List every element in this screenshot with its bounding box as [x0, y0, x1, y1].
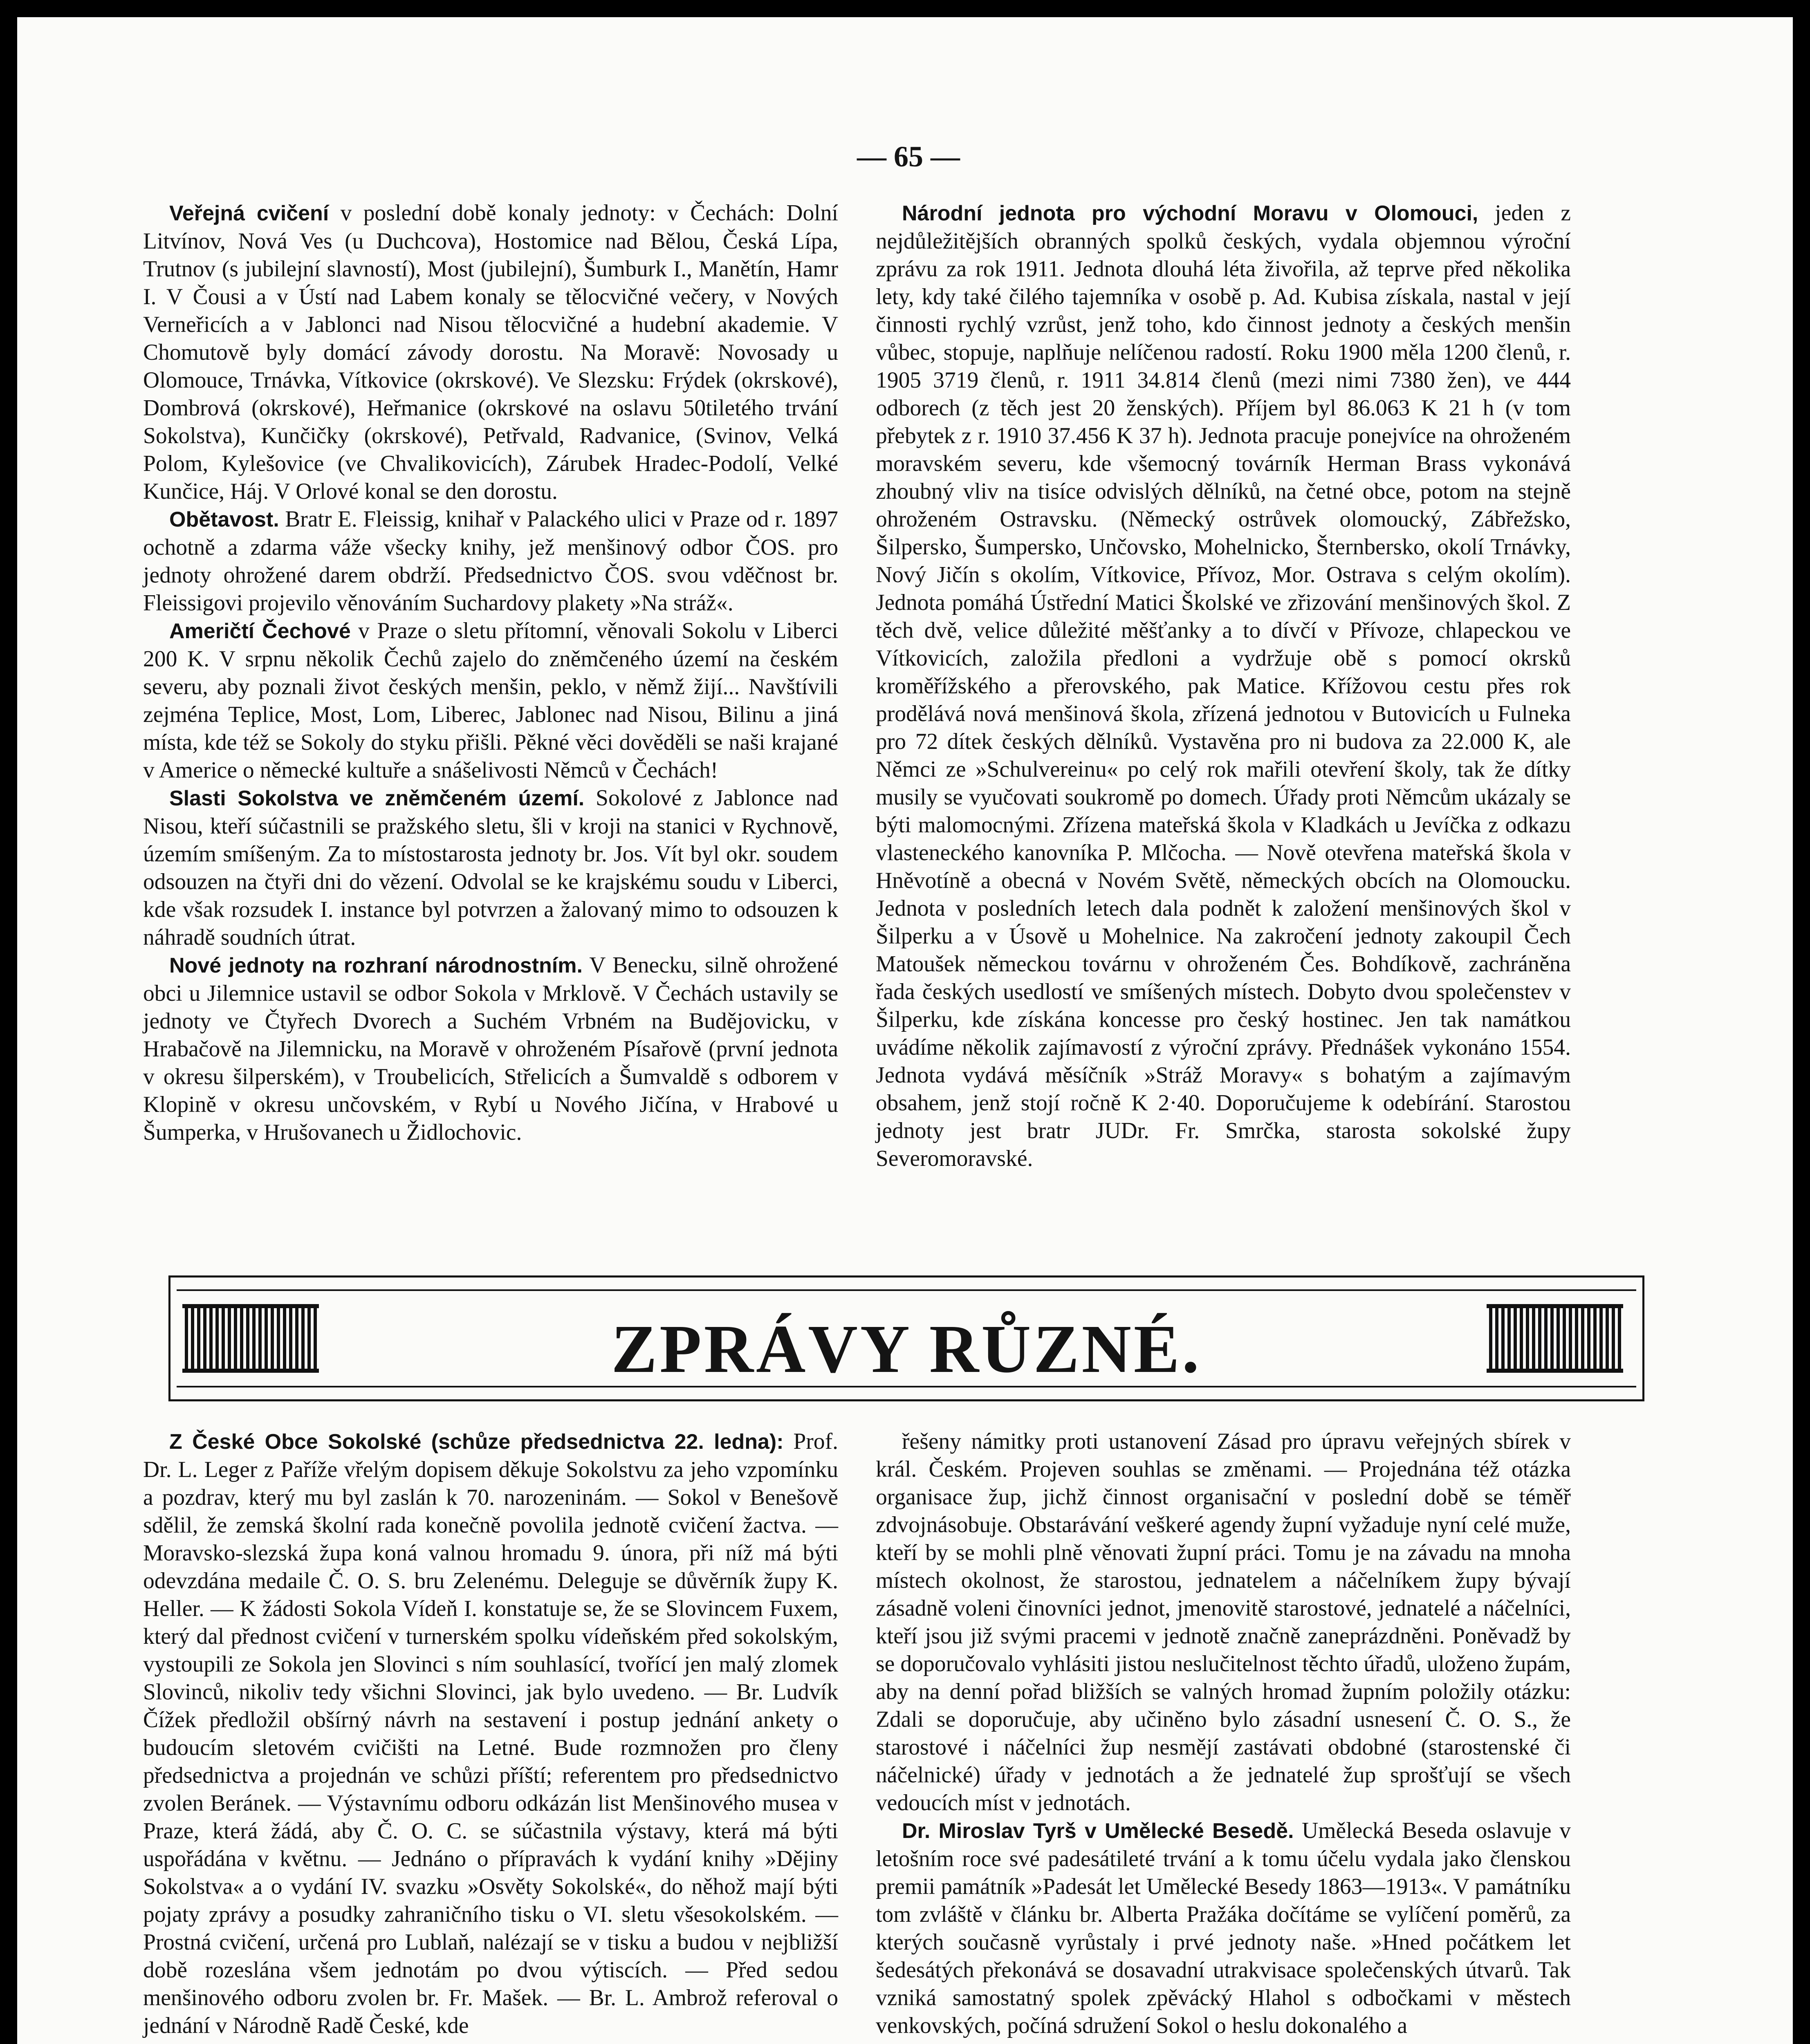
- article-heading: Dr. Miroslav Tyrš v Umělecké Besedě.: [902, 1819, 1294, 1843]
- article-paragraph: [143, 505, 838, 617]
- section-banner: [168, 1275, 1644, 1401]
- article-paragraph: [876, 1428, 1571, 1817]
- article-text: v poslední době konaly jednoty: v Čechách: Dolní Litvínov, Nová Ves (u Duchcova), Hostomice nad Bělou, Česká Lípa, Trutnov (s jubilejní slavností), Most (jubilejní), Šumburk I., Manětín, Hamr I. V Čousi a v Ústí nad Labem konaly se tělocvičné večery, v Nových Verneřicích a v Jablonci nad Nisou tělocvičné a hudební akademie. V Chomutově byly domácí závody dorostu. Na Moravě: Novosady u Olomouce, Trnávka, Vítkovice (okrskové). Ve Slezsku: Frýdek (okrskové), Dombrová (okrskové), Heřmanice (okrskové na oslavu 50tiletého trvání Sokolstva), Kunčičky (okrskové), Petřvald, Radvanice, (Svinov, Velká Polom, Kylešovice (ve Chvalikovicích), Zárubek Hradec-Podolí, Velké Kunčice, Háj. V Orlové konal se den dorostu.: [143, 200, 838, 504]
- article-paragraph: [143, 199, 838, 505]
- column-top-left: [143, 199, 838, 1146]
- column-top-right: [876, 199, 1571, 1172]
- article-text: Prof. Dr. L. Leger z Paříže vřelým dopisem děkuje Sokolstvu za jeho vzpomínku a pozdrav, který mu byl zaslán k 70. narozeninám. — Sokol v Benešově sdělil, že zemská školní rada konečně povolila jednotě cvičení žactva. — Moravsko-slezská župa koná valnou hromadu 9. února, při níž má býti odevzdána medaile Č. O. S. bru Zelenému. Deleguje se důvěrník župy K. Heller. — K žádosti Sokola Vídeň I. konstatuje se, že se Slovincem Fuxem, který dal přednost cvičení v turnerském spolku vídeňském před sokolským, vystoupili ze Sokola jen Slovinci s ním souhlasící, tvořící jen malý zlomek Slovinců, nikoliv tedy všichni Slovinci, jak bylo uvedeno. — Br. Ludvík Čížek předložil obšírný návrh na sestavení i postup jednání ankety o budoucím sletovém cvičišti na Letné. Bude rozmnožen pro členy předsednictva a projednán ve schůzi příští; referentem pro předsednictvo zvolen Beránek. — Výstavnímu odboru odkázán list Menšinového musea v Praze, která žádá, aby Č. O. C. se súčastnila výstavy, která má býti uspořádána v květnu. — Jednáno o přípravách k vydání knihy »Dějiny Sokolstva« a o vydání IV. svazku »Osvěty Sokolské«, do něhož mají býti pojaty zprávy a posudky zahraničního tisku o VI. sletu všesokolském. — Prostná cvičení, určená pro Lublaň, nalézají se v tisku a budou v nejbližší době rozeslána všem jednotám po dvou výtiscích. — Před sedou menšinového odboru zvolen br. Fr. Mašek. — Br. L. Ambrož referoval o jednání v Národně Radě České, kde: [143, 1429, 838, 2038]
- article-heading: Slasti Sokolstva ve zněmčeném území.: [169, 787, 585, 810]
- article-paragraph: [143, 617, 838, 784]
- article-heading: Američtí Čechové: [169, 619, 351, 643]
- newspaper-page: [17, 17, 1793, 2044]
- article-text: řešeny námitky proti ustanovení Zásad pro úpravu veřejných sbírek v král. Českém. Projeven souhlas se změnami. — Projednána též otázka organisace žup, jichž činnost organisační v poslední době se téměř zdvojnásobuje. Obstarávání veškeré agendy župní vyžaduje nyní celé muže, kteří by se mohli plně věnovati župní práci. Tomu je na závadu na mnoha místech okolnost, že starostou, jednatelem a náčelníkem župy bývají zásadně voleni činovníci jednot, jmenovitě starostové, jednatelé a náčelníci, kteří jsou již svými pracemi v jednotě značně zaneprázdněni. Poněvadž by se doporučovalo vyhlásiti jistou neslučitelnost těchto úřadů, uloženo župám, aby na denní pořad bližších se valných hromad župním položily otázku: Zdali se doporučuje, aby učiněno bylo zásadní usnesení Č. O. S., že starostové i náčelníci žup nesmějí zastávati obdobné (starostenské či náčelnické) úřady v jednotách a že jednatelé žup sprošťují se všech vedoucích míst v jednotách.: [876, 1429, 1571, 1815]
- article-heading: Nové jednoty na rozhraní národnostním.: [169, 954, 583, 977]
- column-bottom-left: [143, 1428, 838, 2040]
- article-text: Sokolové z Jablonce nad Nisou, kteří súčastnili se pražského sletu, šli v kroji na stanici v Rychnově, územím smíšeným. Za to místostarosta jednoty br. Jos. Vít byl okr. soudem odsouzen na čtyři dni do vězení. Odvolal se ke krajskému soudu v Liberci, kde však rozsudek I. instance byl potvrzen a žalovaný mimo to odsouzen k náhradě soudních útrat.: [143, 785, 838, 950]
- article-text: v Praze o sletu přítomní, věnovali Sokolu v Liberci 200 K. V srpnu několik Čechů zajelo do zněmčeného území na českém severu, aby poznali život českých menšin, peklo, v němž žijí... Navštívili zejména Teplice, Most, Lom, Liberec, Jablonec nad Nisou, Bilinu a jiná místa, kde též se Sokoly do styku přišli. Pěkné věci dověděli se naši krajané v Americe o německé kultuře a snášelivosti Němců v Čechách!: [143, 618, 838, 783]
- article-text: Umělecká Beseda oslavuje v letošním roce své padesátileté trvání a k tomu účelu vydala jako členskou premii památník »Padesát let Umělecké Besedy 1863—1913«. V památníku tom zvláště v článku br. Alberta Pražáka dočítáme se vylíčení poměrů, za kterých současně vyrůstaly i prvé jednoty naše. »Hned počátkem let šedesátých překonává se dosavadní utrakvisace společenských útvarů. Tak vzniká samostatný spolek zpěvácký Hlahol s odbočkami v městech venkovských, počíná sdružení Sokol o heslu dokonalého a: [876, 1818, 1571, 2038]
- article-paragraph: [143, 784, 838, 951]
- article-heading: Veřejná cvičení: [169, 202, 329, 225]
- article-text: jeden z nejdůležitějších obranných spolků českých, vydala objemnou výroční zprávu za rok 1911. Jednota dlouhá léta živořila, až teprve před několika lety, kdy také čilého tajemníka v osobě p. Ad. Kubisa získala, nastal v její činnosti rychlý vzrůst, jenž toho, kdo činnost jednoty a českých menšin vůbec, stopuje, naplňuje nelíčenou radostí. Roku 1900 měla 1200 členů, r. 1905 3719 členů, r. 1911 34.814 členů (mezi nimi 7380 žen), ve 444 odborech (z těch jest 20 ženských). Příjem byl 86.063 K 21 h (v tom přebytek z r. 1910 37.456 K 37 h). Jednota pracuje ponejvíce na ohroženém moravském severu, kde všemocný továrník Herman Brass vykonává zhoubný vliv na tisíce odvislých dělníků, na četné obce, potom na stejně ohroženém Ostravsku. (Německý ostrůvek olomoucký, Zábřežsko, Šilpersko, Šumpersko, Unčovsko, Mohelnicko, Šternbersko, okolí Trnávky, Nový Jičín s okolím, Vítkovice, Přívoz, Mor. Ostrava s celým okolím). Jednota pomáhá Ústřední Matici Školské ve zřizování menšinových škol. Z těch dvě, velice důležité měšťanky a to dívčí v Přívoze, chlapeckou ve Vítkovicích, založila předloni a vydržuje obě s pomocí okrsků kroměřížského a přerovského, pak Matice. Křížovou cestu přes rok prodělává nová menšinová škola, zřízená jednotou v Butovicích u Fulneka pro 72 dítek českých dělníků. Vystavěna pro ni budova za 22.000 K, ale Němci ze »Schulvereinu« po celý rok mařili otevření školy, tak že dítky musily se vyučovati soukromě po domech. Úřady proti Němcům ukázaly se býti malomocnými. Zřízena mateřská škola v Kladkách u Jevíčka z odkazu vlasteneckého kanovníka P. Mlčocha. — Nově otevřena mateřská škola v Hněvotíně a obecná v Novém Světě, německých obcích na Olomoucku. Jednota v posledních letech dala podnět k založení menšinových škol v Šilperku a v Úsově u Mohelnice. Na zakročení jednoty zakoupil Čech Matoušek německou továrnu v ohroženém Čes. Bohdíkově, zachráněna řada českých usedlostí ve smíšených místech. Dobyto dvou společenstev v Šilperku, kde získána koncesse pro český hostinec. Jen tak namátkou uvádíme několik zajímavostí z výroční zprávy. Přednášek vykonáno 1554. Jednota vydává měsíčník »Stráž Moravy« s bohatým a zajímavým obsahem, jenž stojí ročně K 2·40. Doporučujeme k odebírání. Starostou jednoty jest bratr JUDr. Fr. Smrčka, starosta sokolské župy Severomoravské.: [876, 200, 1571, 1171]
- section-title: ZPRÁVY RŮZNÉ.: [611, 1311, 1202, 1387]
- article-paragraph: [876, 199, 1571, 1172]
- article-text: V Benecku, silně ohrožené obci u Jilemnice ustavil se odbor Sokola v Mrklově. V Čechách ustavily se jednoty ve Čtyřech Dvorech a Suchém Vrbném na Budějovicku, v Hrabačově na Jilemnicku, na Moravě v ohroženém Písařově (první jednota v okresu šilperském), v Troubelicích, Střelicích a Šumvaldě s odborem v Klopině v okresu unčovském, v Rybí u Nového Jičína, v Hrabové u Šumperka, v Hrušovanech u Židlochovic.: [143, 953, 838, 1145]
- article-heading: Z České Obce Sokolské (schůze předsednictva 22. ledna):: [169, 1430, 784, 1454]
- article-paragraph: [876, 1817, 1571, 2040]
- column-bottom-right: [876, 1428, 1571, 2040]
- article-heading: Národní jednota pro východní Moravu v Olomouci,: [902, 202, 1478, 225]
- article-paragraph: [143, 951, 838, 1146]
- right-ornament: [1487, 1304, 1623, 1373]
- article-heading: Obětavost.: [169, 508, 279, 531]
- article-text: Bratr E. Fleissig, knihař v Palackého ulici v Praze od r. 1897 ochotně a zdarma váže všecky knihy, jež menšinový odbor ČOS. pro jednoty ohrožené darem obdrží. Předsednictvo ČOS. svou vděčnost br. Fleissigovi projevilo věnováním Suchardovy plakety »Na stráž«.: [143, 507, 838, 616]
- left-ornament: [182, 1304, 319, 1373]
- page-number: — 65 —: [857, 140, 960, 173]
- article-paragraph: [143, 1428, 838, 2040]
